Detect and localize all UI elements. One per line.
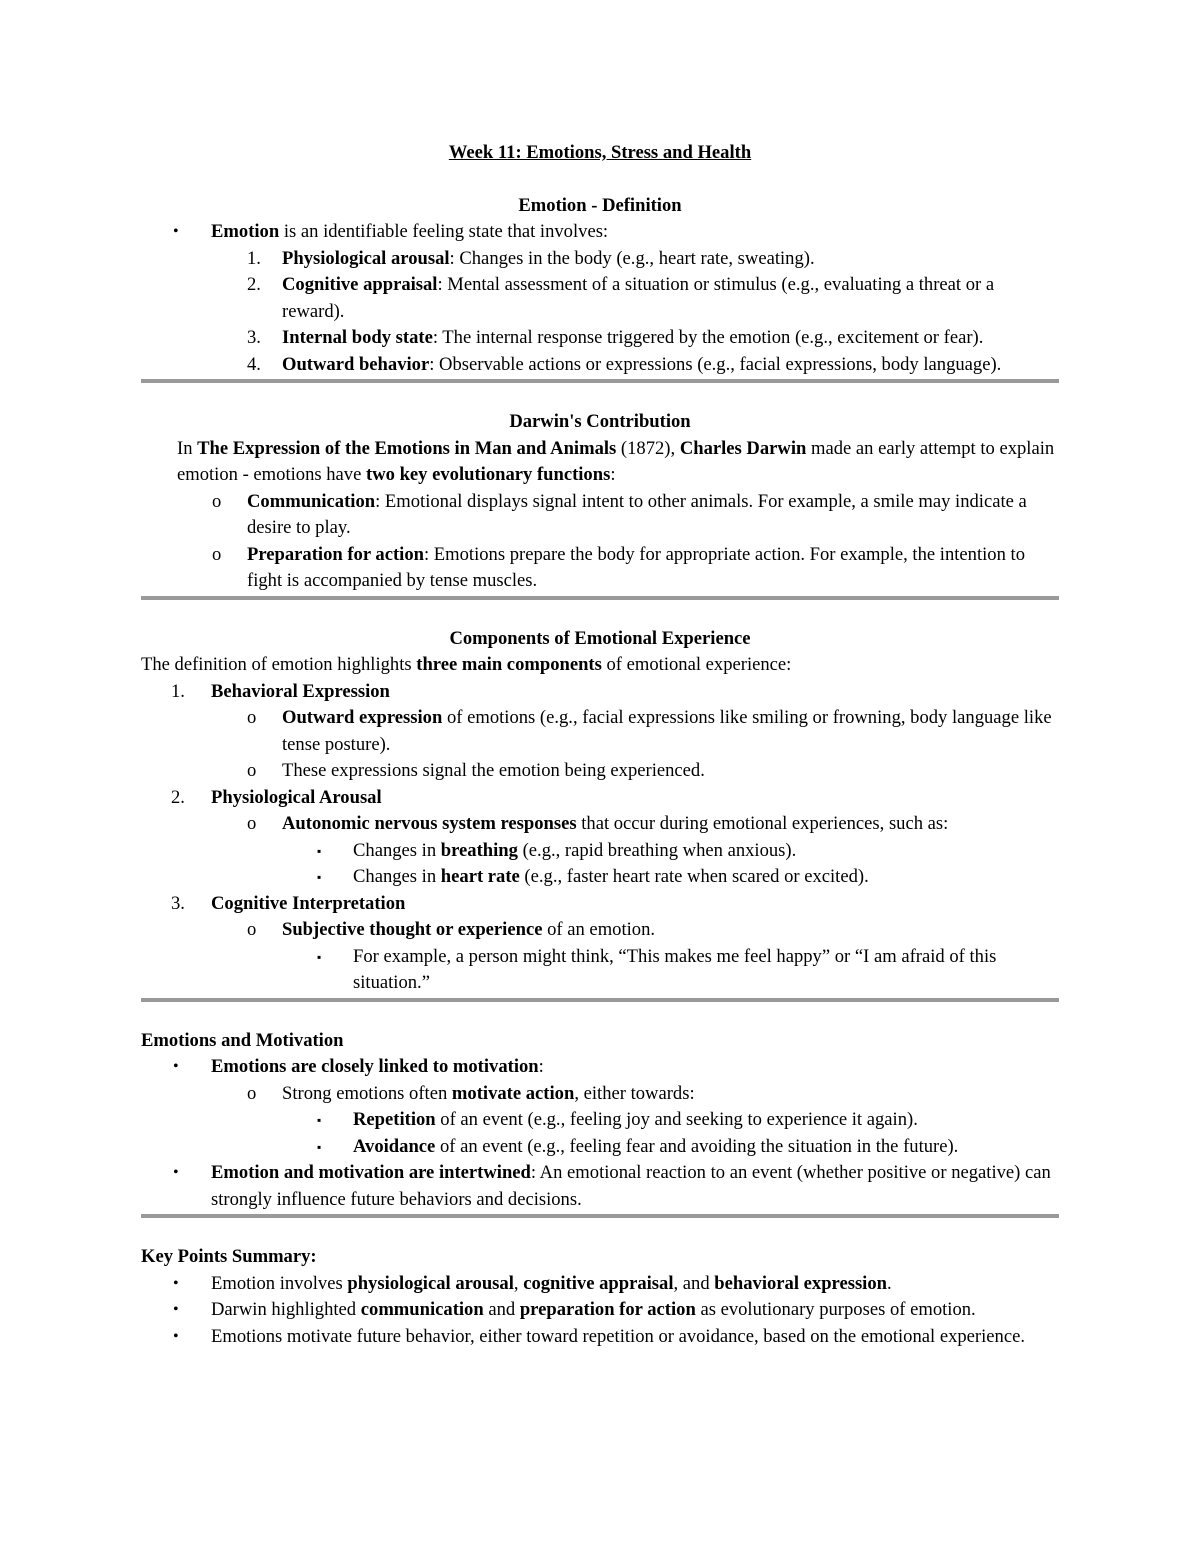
item-text: (e.g., faster heart rate when scared or excited).: [519, 866, 869, 887]
list-item: [141, 1081, 1059, 1108]
bold-term: Subjective thought or experience: [282, 919, 543, 940]
item-text: .: [887, 1272, 892, 1294]
text: made an early attempt to explain emotion - emotions have: [177, 437, 1055, 485]
list-item: [141, 219, 1059, 246]
circle-marker: o: [212, 543, 222, 565]
bold-term: Avoidance: [353, 1135, 436, 1157]
item-text: : An emotional reaction to an event (whether positive or negative) can strongly influence future behaviors and decisions.: [211, 1162, 1051, 1210]
list-item: [141, 1134, 1059, 1161]
bullet-marker: •: [173, 1301, 179, 1318]
bold-term: Repetition: [353, 1109, 436, 1130]
text: of emotional experience:: [601, 654, 792, 675]
list-item: [141, 944, 1059, 997]
bold-term: motivate action: [451, 1082, 575, 1104]
number-marker: 4.: [247, 353, 261, 375]
item-text: Darwin highlighted: [211, 1299, 361, 1320]
bullet-marker: •: [173, 1274, 179, 1292]
bold-term: Emotions are closely linked to motivation: [211, 1056, 539, 1077]
list-item: [141, 542, 1059, 595]
list-item: [141, 917, 1059, 944]
square-marker: ▪: [317, 870, 322, 884]
item-text: as evolutionary purposes of emotion.: [695, 1299, 976, 1320]
item-text: : The internal response triggered by the emotion (e.g., excitement or fear).: [432, 327, 984, 348]
square-marker: ▪: [317, 843, 322, 858]
bold-term: breathing: [440, 839, 518, 861]
item-text: Strong emotions often: [282, 1082, 452, 1104]
bullet-marker: •: [173, 1164, 179, 1181]
bold-term: Emotion and motivation are intertwined: [211, 1162, 531, 1183]
bold-term: Communication: [247, 490, 376, 512]
bullet-marker: •: [173, 1058, 179, 1075]
item-text: ,: [513, 1272, 524, 1294]
square-marker: ▪: [317, 1113, 322, 1127]
bold-term: The Expression of the Emotions in Man and Animals: [197, 437, 617, 459]
item-text: of an emotion.: [542, 919, 656, 940]
number-marker: 1.: [171, 680, 185, 702]
item-text: Changes in: [353, 866, 441, 887]
list-item: [141, 785, 1059, 812]
list-item: [141, 1324, 1059, 1351]
circle-marker: o: [247, 813, 257, 834]
component-label: Physiological Arousal: [211, 786, 382, 808]
square-marker: ▪: [317, 949, 322, 964]
bullet-marker: •: [173, 1327, 179, 1345]
item-text: that occur during emotional experiences, such as:: [576, 813, 949, 834]
section-heading-emotion-definition: Emotion - Definition: [518, 194, 682, 216]
list-item: [141, 679, 1059, 706]
item-text: : Emotions prepare the body for appropriate action. For example, the intention to fight is accompanied by tense muscles.: [247, 543, 1025, 591]
number-marker: 2.: [247, 274, 261, 295]
item-text: and: [483, 1299, 520, 1320]
list-item: [141, 838, 1059, 865]
number-marker: 3.: [247, 327, 261, 348]
item-text: of an event (e.g., feeling fear and avoiding the situation in the future).: [435, 1135, 959, 1157]
text: The definition of emotion highlights: [141, 654, 417, 675]
item-text: These expressions signal the emotion being experienced.: [282, 760, 705, 781]
bold-term: Physiological arousal: [282, 247, 450, 269]
bold-term: Internal body state: [282, 327, 433, 348]
item-text: : Mental assessment of a situation or stimulus (e.g., evaluating a threat or a reward).: [282, 274, 995, 322]
circle-marker: o: [247, 760, 257, 781]
number-marker: 1.: [247, 247, 261, 269]
list-item: [141, 1054, 1059, 1081]
item-text: is an identifiable feeling state that involves:: [279, 221, 609, 242]
list-item: [141, 352, 1059, 379]
bold-term: two key evolutionary functions: [366, 464, 611, 485]
bold-term: Outward expression: [282, 707, 443, 728]
bold-term: Outward behavior: [282, 353, 430, 375]
list-item: [141, 489, 1059, 542]
bold-term: Emotion: [211, 221, 280, 242]
paragraph: [141, 652, 1059, 679]
list-item: [141, 1107, 1059, 1134]
section-heading-components: Components of Emotional Experience: [449, 627, 751, 649]
section-heading-darwin: Darwin's Contribution: [509, 411, 691, 432]
list-item: [141, 246, 1059, 273]
paragraph: [141, 436, 1059, 489]
item-text: , either towards:: [574, 1082, 695, 1104]
circle-marker: o: [247, 919, 257, 940]
item-text: , and: [673, 1272, 715, 1294]
list-item: [141, 1160, 1059, 1213]
item-text: : Emotional displays signal intent to other animals. For example, a smile may indicate a desire to play.: [247, 490, 1027, 538]
number-marker: 3.: [171, 892, 185, 914]
component-label: Cognitive Interpretation: [211, 892, 406, 914]
item-text: (e.g., rapid breathing when anxious).: [517, 839, 797, 861]
section-heading-motivation: Emotions and Motivation: [141, 1029, 344, 1051]
item-text: Changes in: [353, 839, 441, 861]
list-item: [141, 705, 1059, 758]
bold-term: preparation for action: [519, 1299, 696, 1320]
bold-term: Autonomic nervous system responses: [282, 813, 577, 834]
section-heading-summary: Key Points Summary:: [141, 1246, 317, 1267]
component-label: Behavioral Expression: [211, 680, 390, 702]
bold-term: behavioral expression: [714, 1272, 887, 1294]
number-marker: 2.: [171, 786, 185, 808]
bold-term: heart rate: [440, 866, 520, 887]
item-text: of an event (e.g., feeling joy and seeking to experience it again).: [435, 1109, 918, 1130]
list-item: [141, 1271, 1059, 1298]
list-item: [141, 891, 1059, 918]
list-item: [141, 811, 1059, 838]
circle-marker: o: [247, 1082, 257, 1104]
bold-term: Preparation for action: [247, 543, 424, 565]
circle-marker: o: [247, 707, 257, 728]
item-text: Emotions motivate future behavior, either toward repetition or avoidance, based on the emotional experience.: [211, 1325, 1025, 1347]
list-item: [141, 758, 1059, 785]
list-item: [141, 325, 1059, 352]
item-text: of emotions (e.g., facial expressions like smiling or frowning, body language like tense posture).: [282, 707, 1052, 755]
item-text: Emotion involves: [211, 1272, 348, 1294]
bold-term: three main components: [416, 654, 602, 675]
item-text: : Changes in the body (e.g., heart rate, sweating).: [449, 247, 815, 269]
bold-term: Cognitive appraisal: [282, 274, 438, 295]
item-text: : Observable actions or expressions (e.g., facial expressions, body language).: [429, 353, 1002, 375]
bold-term: communication: [360, 1299, 484, 1320]
text: (1872),: [616, 437, 680, 459]
bold-term: physiological arousal: [347, 1272, 514, 1294]
text: :: [610, 464, 616, 485]
bold-term: cognitive appraisal: [523, 1272, 674, 1294]
bold-term: Charles Darwin: [679, 437, 807, 459]
document-content: [141, 140, 1059, 1350]
page-title: Week 11: Emotions, Stress and Health: [448, 142, 752, 163]
circle-marker: o: [212, 490, 222, 512]
item-text: For example, a person might think, “This makes me feel happy” or “I am afraid of this situation.”: [353, 945, 997, 993]
square-marker: ▪: [317, 1139, 322, 1154]
list-item: [141, 1297, 1059, 1324]
list-item: [141, 864, 1059, 891]
text: In: [177, 437, 198, 459]
item-text: :: [538, 1056, 544, 1077]
bullet-marker: •: [173, 223, 179, 240]
list-item: [141, 272, 1059, 325]
